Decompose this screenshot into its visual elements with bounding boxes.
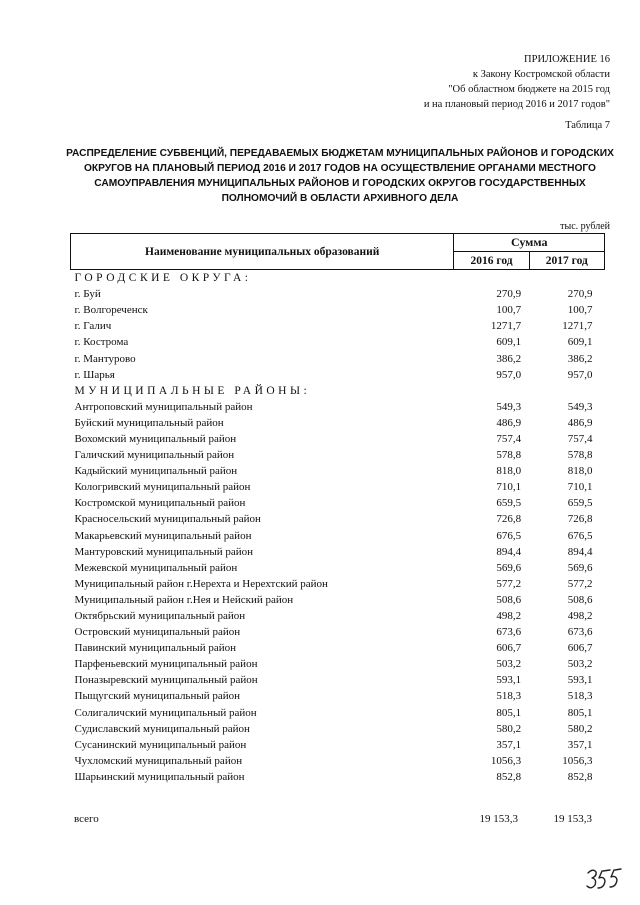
table-row bbox=[71, 399, 605, 415]
value-2017: 593,1 bbox=[567, 674, 593, 687]
value-2016: 386,2 bbox=[496, 352, 522, 365]
municipality-name: Муниципальный район г.Нерехта и Нерехтский район bbox=[74, 577, 328, 590]
value-2017: 606,7 bbox=[567, 642, 593, 655]
table-row bbox=[71, 495, 605, 511]
value-2017: 659,5 bbox=[567, 497, 593, 510]
section-row bbox=[71, 270, 605, 287]
value-2016: 357,1 bbox=[496, 738, 522, 751]
municipality-name: Буйский муниципальный район bbox=[74, 416, 224, 429]
header-year-2016: 2016 год bbox=[454, 252, 529, 270]
value-2017: 726,8 bbox=[567, 513, 593, 526]
table-row bbox=[71, 334, 605, 350]
annex-line-3: "Об областном бюджете на 2015 год bbox=[448, 84, 610, 95]
value-2016: 518,3 bbox=[496, 690, 522, 703]
municipality-name: г. Мантурово bbox=[74, 352, 136, 365]
value-2017: 894,4 bbox=[567, 545, 593, 558]
annex-line-1: ПРИЛОЖЕНИЕ 16 bbox=[524, 54, 610, 65]
value-2017: 577,2 bbox=[567, 577, 593, 590]
municipality-name: Солигаличский муниципальный район bbox=[74, 706, 257, 719]
value-2016: 549,3 bbox=[496, 400, 522, 413]
annex-header bbox=[424, 52, 610, 112]
value-2017: 710,1 bbox=[567, 481, 593, 494]
municipality-name: Костромской муниципальный район bbox=[74, 497, 246, 510]
value-2016: 710,1 bbox=[496, 481, 522, 494]
section-heading: МУНИЦИПАЛЬНЫЕ РАЙОНЫ: bbox=[74, 384, 311, 397]
value-2016: 757,4 bbox=[496, 432, 522, 445]
municipality-name: Октябрьский муниципальный район bbox=[74, 610, 246, 623]
table-row bbox=[71, 688, 605, 704]
table-row bbox=[71, 350, 605, 366]
municipality-name: Мантуровский муниципальный район bbox=[74, 545, 254, 558]
value-2016: 726,8 bbox=[496, 513, 522, 526]
value-2017: 673,6 bbox=[567, 626, 593, 639]
municipality-name: г. Галич bbox=[74, 320, 112, 333]
municipality-name: Макарьевский муниципальный район bbox=[74, 529, 252, 542]
value-2017: 957,0 bbox=[567, 368, 593, 381]
value-2017: 757,4 bbox=[567, 432, 593, 445]
value-2016: 606,7 bbox=[496, 642, 522, 655]
value-2016: 1056,3 bbox=[490, 754, 522, 767]
total-2017: 19 153,3 bbox=[553, 813, 592, 825]
header-sum: Сумма bbox=[454, 234, 605, 252]
municipality-name: Антроповский муниципальный район bbox=[74, 400, 253, 413]
value-2017: 609,1 bbox=[567, 336, 593, 349]
table-row bbox=[71, 721, 605, 737]
table-row bbox=[71, 672, 605, 688]
value-2016: 1271,7 bbox=[490, 320, 522, 333]
value-2016: 593,1 bbox=[496, 674, 522, 687]
municipality-name: Судиславский муниципальный район bbox=[74, 722, 250, 735]
municipality-name: г. Буй bbox=[74, 288, 101, 301]
municipality-name: Кадыйский муниципальный район bbox=[74, 465, 238, 478]
value-2017: 518,3 bbox=[567, 690, 593, 703]
value-2016: 852,8 bbox=[496, 770, 522, 783]
table-row bbox=[71, 511, 605, 527]
value-2017: 270,9 bbox=[567, 288, 593, 301]
value-2017: 386,2 bbox=[567, 352, 593, 365]
value-2017: 676,5 bbox=[567, 529, 593, 542]
value-2017: 578,8 bbox=[567, 449, 593, 462]
table-row bbox=[71, 463, 605, 479]
section-row bbox=[71, 383, 605, 399]
municipality-name: Чухломский муниципальный район bbox=[74, 754, 243, 767]
table-row bbox=[71, 656, 605, 672]
document-title: РАСПРЕДЕЛЕНИЕ СУБВЕНЦИЙ, ПЕРЕДАВАЕМЫХ БЮДЖЕТАМ МУНИЦИПАЛЬНЫХ РАЙОНОВ И ГОРОДСКИХ ОКРУГОВ НА ПЛАНОВЫЙ ПЕРИОД 2016 И 2017 ГОДОВ НА ОСУЩЕСТВЛЕНИЕ ОРГАНАМИ МЕСТНОГО САМОУПРАВЛЕНИЯ МУНИЦИПАЛЬНЫХ РАЙОНОВ И ГОРОДСКИХ ОКРУГОВ ГОСУДАРСТВЕННЫХ ПОЛНОМОЧИЙ В ОБЛАСТИ АРХИВНОГО ДЕЛА bbox=[66, 148, 614, 204]
table-row bbox=[71, 624, 605, 640]
value-2016: 676,5 bbox=[496, 529, 522, 542]
value-2016: 503,2 bbox=[496, 658, 522, 671]
annex-line-2: к Закону Костромской области bbox=[472, 69, 610, 80]
table-row bbox=[71, 286, 605, 302]
value-2017: 805,1 bbox=[567, 706, 593, 719]
value-2016: 578,8 bbox=[496, 449, 522, 462]
municipality-name: Сусанинский муниципальный район bbox=[74, 738, 247, 751]
table-row bbox=[71, 367, 605, 383]
municipality-name: Пыщугский муниципальный район bbox=[74, 690, 241, 703]
value-2016: 486,9 bbox=[496, 416, 522, 429]
municipality-name: Красносельский муниципальный район bbox=[74, 513, 261, 526]
table-row bbox=[71, 753, 605, 769]
municipality-name: Шарьинский муниципальный район bbox=[74, 770, 245, 783]
value-2017: 1056,3 bbox=[562, 754, 593, 767]
value-2017: 580,2 bbox=[567, 722, 593, 735]
value-2016: 498,2 bbox=[496, 610, 522, 623]
value-2017: 503,2 bbox=[567, 658, 593, 671]
value-2017: 569,6 bbox=[567, 561, 593, 574]
total-label: всего bbox=[74, 813, 99, 825]
municipality-name: Поназыревский муниципальный район bbox=[74, 674, 258, 687]
value-2017: 100,7 bbox=[567, 304, 593, 317]
value-2017: 1271,7 bbox=[562, 320, 593, 333]
value-2016: 508,6 bbox=[496, 593, 522, 606]
municipality-name: г. Кострома bbox=[74, 336, 129, 349]
table-row bbox=[71, 431, 605, 447]
table-row bbox=[71, 447, 605, 463]
table-row bbox=[71, 318, 605, 334]
municipality-name: Вохомский муниципальный район bbox=[74, 432, 237, 445]
section-heading: ГОРОДСКИЕ ОКРУГА: bbox=[74, 272, 252, 285]
table-row bbox=[71, 528, 605, 544]
value-2016: 577,2 bbox=[496, 577, 522, 590]
handwritten-page-number bbox=[586, 866, 622, 892]
table-row bbox=[71, 705, 605, 721]
value-2017: 549,3 bbox=[567, 400, 593, 413]
value-2016: 100,7 bbox=[496, 304, 522, 317]
value-2016: 580,2 bbox=[496, 722, 522, 735]
annex-line-4: и на плановый период 2016 и 2017 годов" bbox=[423, 99, 610, 110]
value-2016: 957,0 bbox=[496, 368, 522, 381]
value-2016: 270,9 bbox=[496, 288, 522, 301]
value-2016: 805,1 bbox=[496, 706, 522, 719]
table-row bbox=[71, 544, 605, 560]
value-2016: 673,6 bbox=[496, 626, 522, 639]
municipality-name: Межевской муниципальный район bbox=[74, 561, 238, 574]
value-2017: 498,2 bbox=[567, 610, 593, 623]
table-row bbox=[71, 608, 605, 624]
header-year-2017: 2017 год bbox=[529, 252, 604, 270]
value-2017: 486,9 bbox=[567, 416, 593, 429]
value-2017: 852,8 bbox=[567, 770, 593, 783]
value-2016: 659,5 bbox=[496, 497, 522, 510]
header-name: Наименование муниципальных образований bbox=[71, 234, 454, 270]
value-2017: 508,6 bbox=[567, 593, 593, 606]
table-row bbox=[71, 737, 605, 753]
value-2017: 818,0 bbox=[567, 465, 593, 478]
table-row bbox=[71, 640, 605, 656]
municipality-name: Островский муниципальный район bbox=[74, 626, 241, 639]
table-row bbox=[71, 415, 605, 431]
table-row bbox=[71, 576, 605, 592]
value-2016: 894,4 bbox=[496, 545, 522, 558]
table-row bbox=[71, 302, 605, 318]
municipality-name: г. Волгореченск bbox=[74, 304, 148, 317]
municipality-name: г. Шарья bbox=[74, 368, 115, 381]
table-row bbox=[71, 592, 605, 608]
municipality-name: Парфеньевский муниципальный район bbox=[74, 658, 258, 671]
table-number: Таблица 7 bbox=[565, 120, 610, 131]
municipality-name: Павинский муниципальный район bbox=[74, 642, 236, 655]
municipality-name: Галичский муниципальный район bbox=[74, 449, 235, 462]
municipality-name: Кологривский муниципальный район bbox=[74, 481, 251, 494]
units-label: тыс. рублей bbox=[560, 221, 610, 232]
table-row bbox=[71, 560, 605, 576]
value-2017: 357,1 bbox=[567, 738, 593, 751]
subvention-table bbox=[70, 233, 605, 785]
table-row bbox=[71, 479, 605, 495]
value-2016: 609,1 bbox=[496, 336, 522, 349]
municipality-name: Муниципальный район г.Нея и Нейский район bbox=[74, 593, 294, 606]
total-2016: 19 153,3 bbox=[479, 813, 518, 825]
value-2016: 569,6 bbox=[496, 561, 522, 574]
table-row bbox=[71, 769, 605, 785]
value-2016: 818,0 bbox=[496, 465, 522, 478]
